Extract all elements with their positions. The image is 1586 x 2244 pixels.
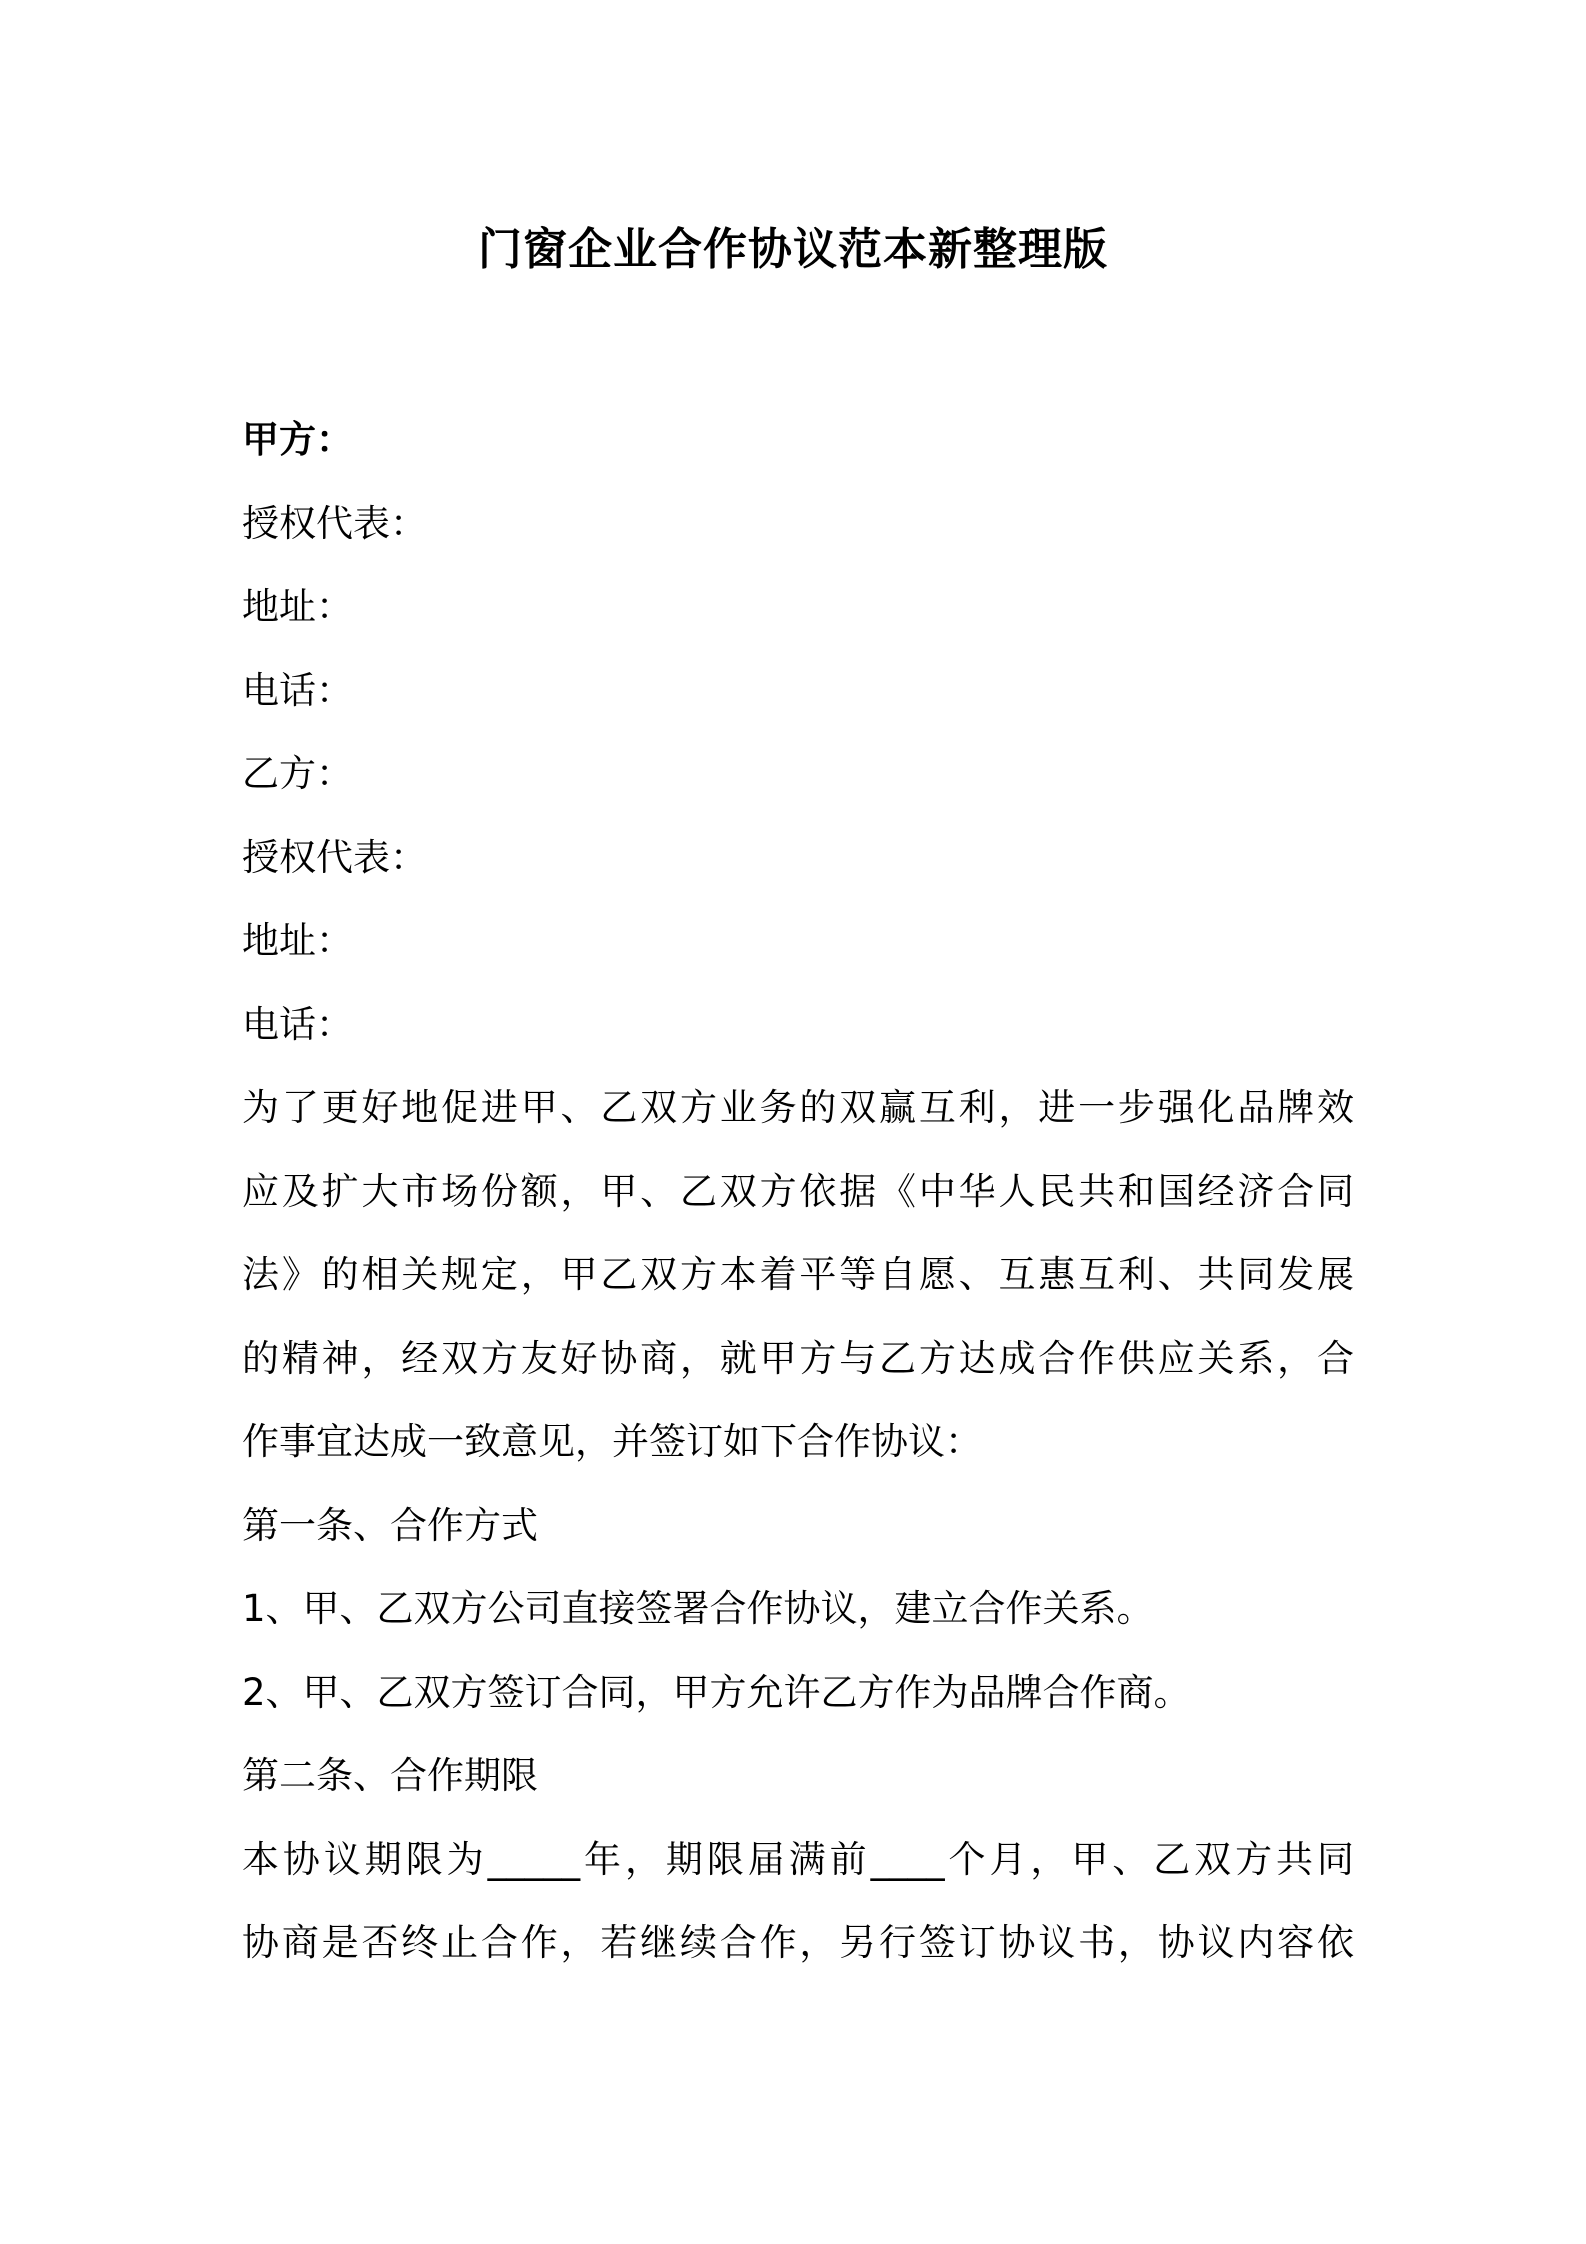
party-b-label: 乙方： <box>242 752 353 795</box>
party-a-address-label: 地址： <box>242 585 353 628</box>
party-b-address-label: 地址： <box>242 919 353 962</box>
article-1-heading: 第一条、合作方式 <box>242 1503 538 1547</box>
article-2-line: 协商是否终止合作，若继续合作，另行签订协议书，协议内容依 <box>242 1921 1354 1964</box>
preamble-line: 的精神，经双方友好协商，就甲方与乙方达成合作供应关系，合 <box>242 1336 1354 1380</box>
party-b-rep-label: 授权代表： <box>242 835 427 879</box>
article-2-heading: 第二条、合作期限 <box>242 1754 538 1797</box>
preamble-line: 法》的相关规定，甲乙双方本着平等自愿、互惠互利、共同发展 <box>242 1253 1354 1296</box>
document-body <box>242 398 1354 1985</box>
party-a-rep-label: 授权代表： <box>242 501 427 545</box>
article-1-item: 2、甲、乙双方签订合同，甲方允许乙方作为品牌合作商。 <box>242 1670 1191 1714</box>
preamble-line: 作事宜达成一致意见，并签订如下合作协议： <box>242 1420 982 1463</box>
party-a-phone-label: 电话： <box>242 668 353 712</box>
party-a-label: 甲方： <box>242 418 353 461</box>
party-b-phone-label: 电话： <box>242 1002 353 1046</box>
preamble-line: 为了更好地促进甲、乙双方业务的双赢互利，进一步强化品牌效 <box>242 1086 1354 1129</box>
article-1-item: 1、甲、乙双方公司直接签署合作协议，建立合作关系。 <box>242 1587 1154 1630</box>
preamble-line: 应及扩大市场份额，甲、乙双方依据《中华人民共和国经济合同 <box>242 1169 1354 1213</box>
article-2-line: 本协议期限为_____年，期限届满前____个月，甲、乙双方共同 <box>242 1837 1354 1881</box>
document-title: 门窗企业合作协议范本新整理版 <box>478 224 1108 275</box>
